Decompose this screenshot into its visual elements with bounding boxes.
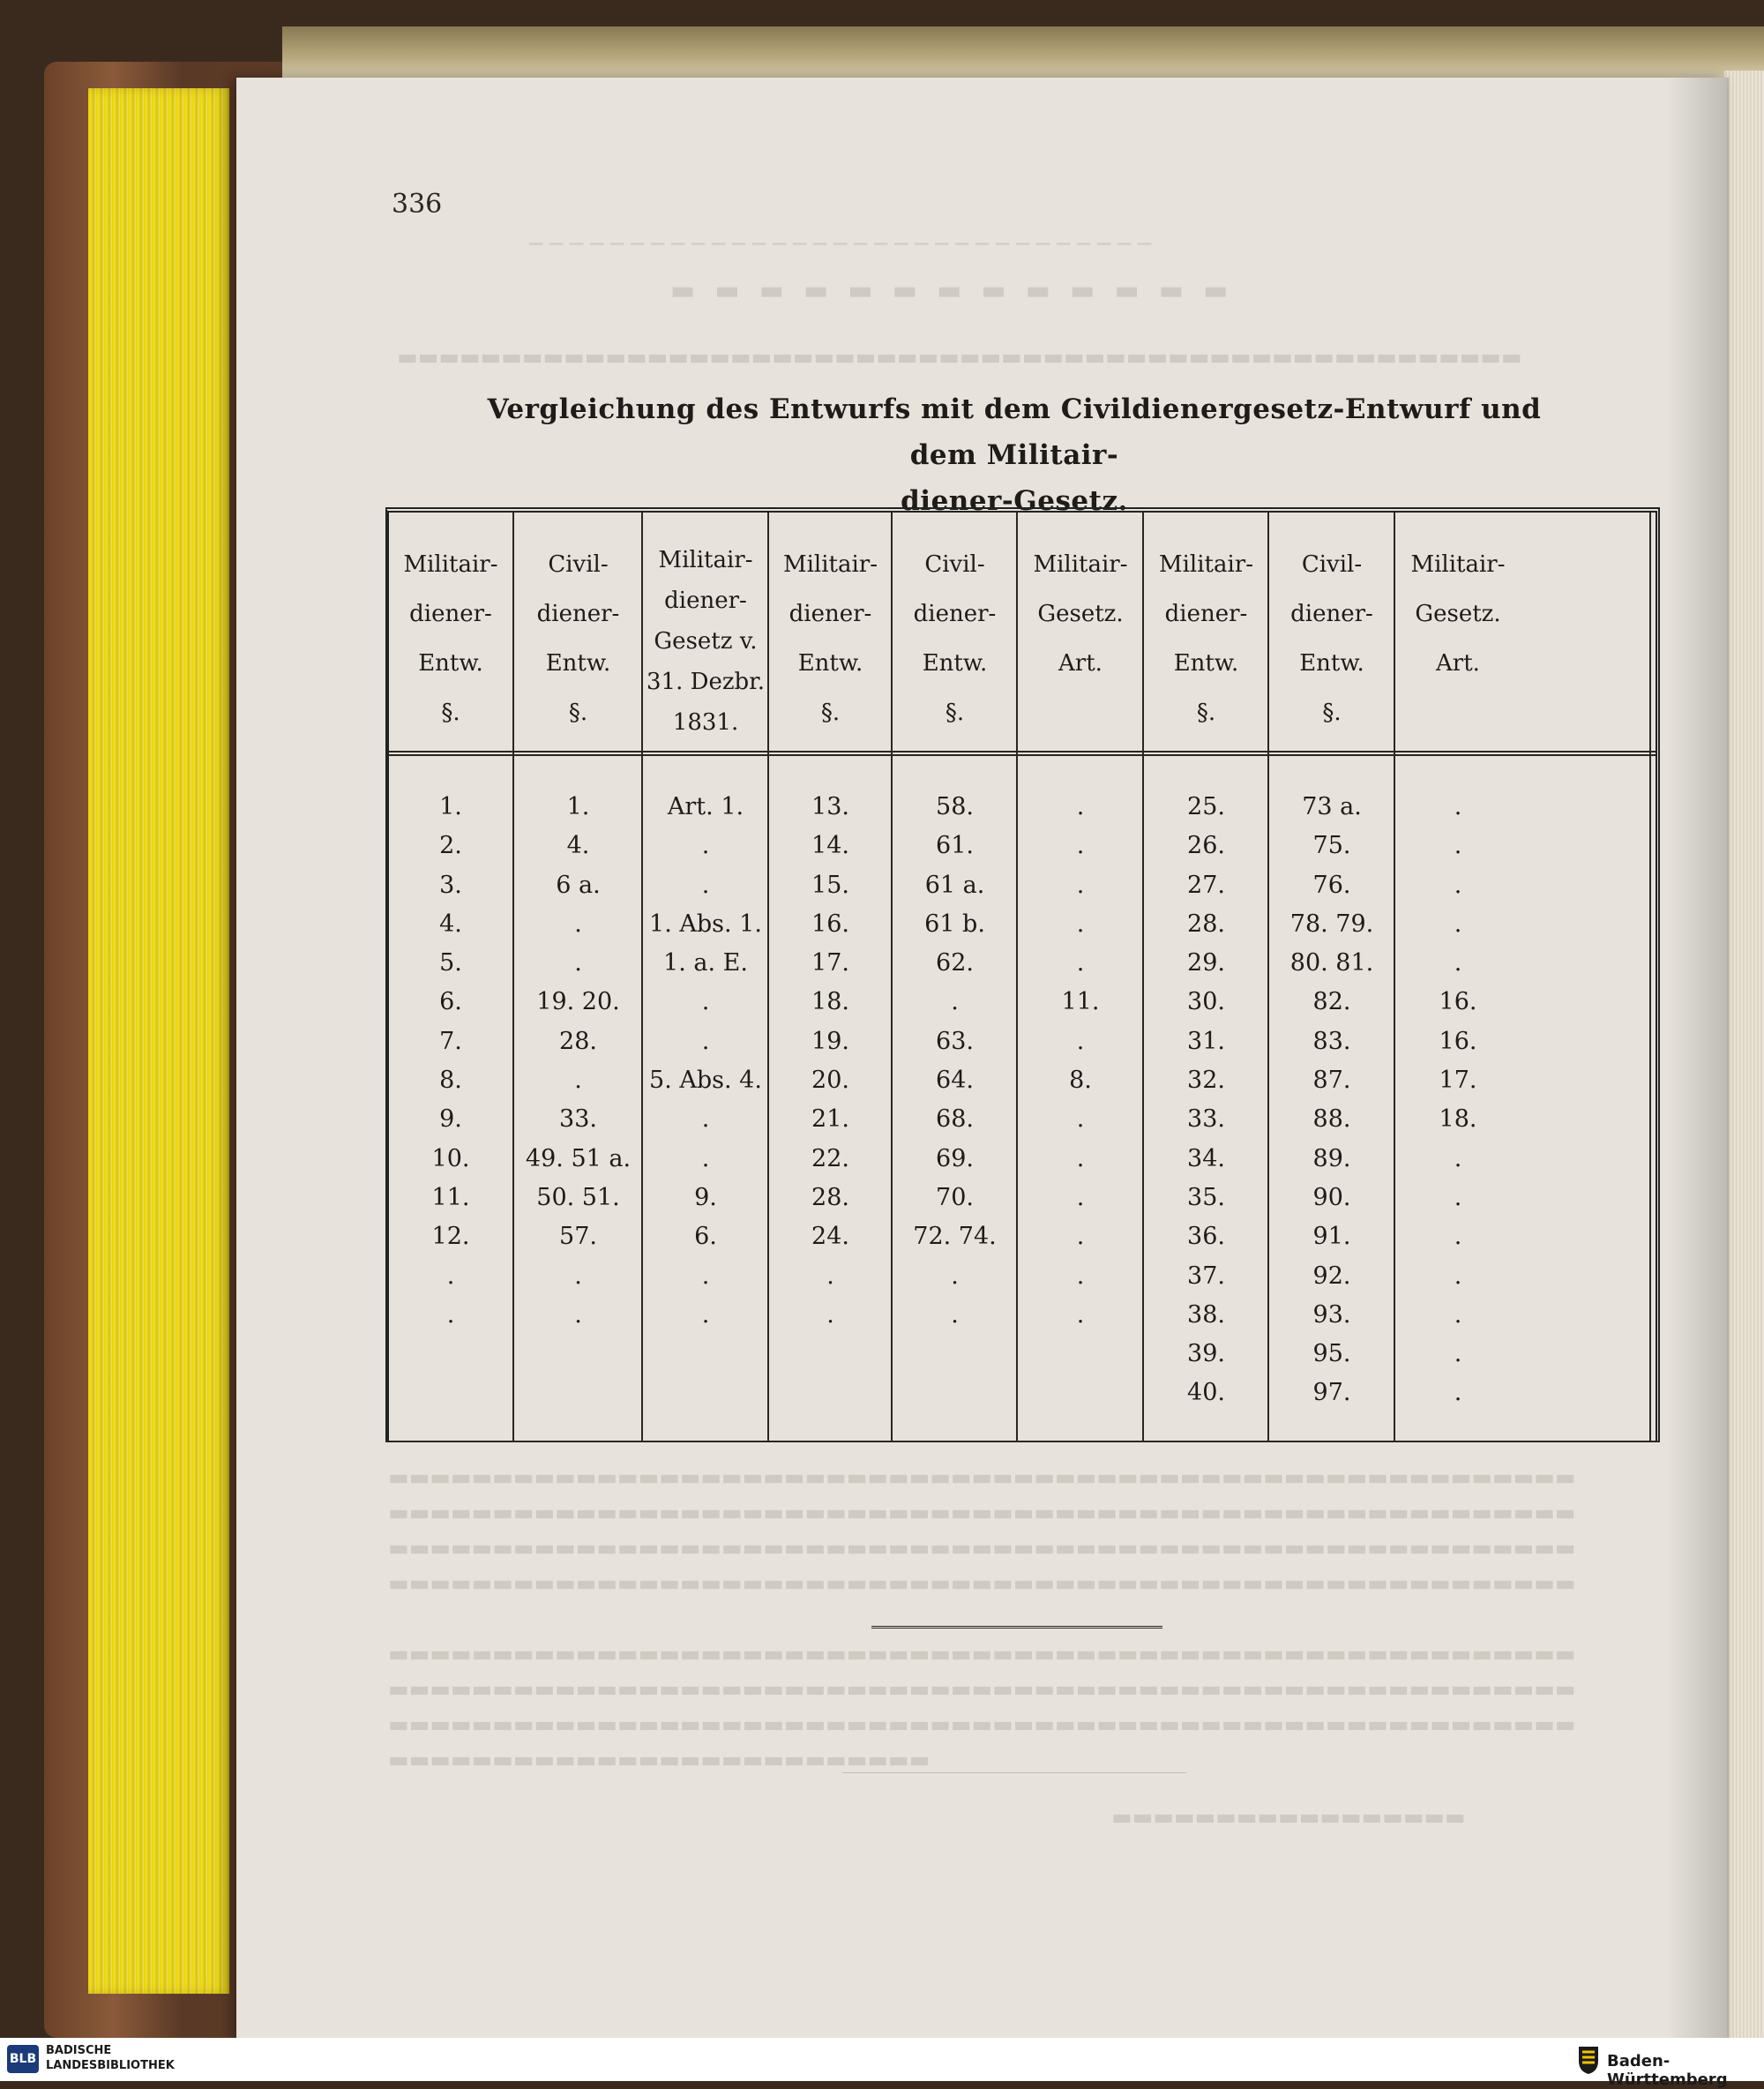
baden-wuerttemberg-crest-icon[interactable] bbox=[1577, 2043, 1600, 2075]
table-cell: 15. bbox=[811, 871, 849, 899]
table-header-rule bbox=[389, 751, 1656, 756]
table-cell: . bbox=[1454, 871, 1462, 899]
header-line: diener- bbox=[1164, 601, 1248, 627]
table-cell: . bbox=[1076, 1300, 1085, 1329]
table-cell: . bbox=[1076, 1262, 1085, 1290]
table-cell: 76. bbox=[1312, 871, 1351, 899]
table-column bbox=[389, 788, 512, 1335]
table-cell: 70. bbox=[936, 1183, 974, 1211]
table-cell: . bbox=[701, 871, 710, 899]
table-cell: 61. bbox=[936, 832, 974, 860]
table-cell: . bbox=[1076, 1183, 1085, 1211]
column-header bbox=[644, 540, 767, 743]
table-cell: 32. bbox=[1187, 1067, 1225, 1095]
table-cell: 87. bbox=[1312, 1067, 1351, 1095]
table-cell: 6. bbox=[694, 1223, 717, 1251]
table-cell: . bbox=[574, 1067, 582, 1095]
table-column bbox=[1145, 788, 1267, 1413]
column-header bbox=[893, 540, 1016, 738]
table-cell: 1. Abs. 1. bbox=[649, 910, 762, 938]
header-line: diener- bbox=[1290, 601, 1373, 627]
table-cell: . bbox=[701, 1300, 710, 1329]
column-rule bbox=[641, 513, 643, 1441]
table-cell: . bbox=[1076, 1105, 1085, 1134]
table-cell: 9. bbox=[439, 1105, 462, 1134]
table-cell: 4. bbox=[439, 910, 462, 938]
table-cell: 92. bbox=[1312, 1262, 1351, 1290]
table-cell: 19. 20. bbox=[536, 988, 620, 1016]
table-cell: . bbox=[1454, 1300, 1462, 1329]
column-header bbox=[389, 540, 512, 738]
table-cell: 34. bbox=[1187, 1144, 1225, 1172]
table-cell: 12. bbox=[431, 1223, 470, 1251]
table-cell: . bbox=[1454, 1223, 1462, 1251]
table-cell: . bbox=[701, 1027, 710, 1055]
table-cell: 63. bbox=[936, 1027, 974, 1055]
header-line: diener- bbox=[913, 601, 997, 627]
table-cell: 61 b. bbox=[924, 910, 985, 938]
column-header bbox=[1145, 540, 1267, 738]
header-line: diener- bbox=[664, 588, 747, 614]
table-cell: 20. bbox=[811, 1067, 849, 1095]
table-cell: 68. bbox=[936, 1105, 974, 1134]
table-cell: . bbox=[574, 910, 582, 938]
table-cell: 82. bbox=[1312, 988, 1351, 1016]
table-cell: 1. a. E. bbox=[663, 949, 748, 977]
table-cell: . bbox=[701, 988, 710, 1016]
footnote-rule bbox=[842, 1772, 1186, 1773]
section-divider bbox=[871, 1626, 1162, 1629]
table-cell: 29. bbox=[1187, 949, 1225, 977]
table-cell: 3. bbox=[439, 871, 462, 899]
header-line: §. bbox=[945, 700, 965, 726]
table-cell: 16. bbox=[811, 910, 849, 938]
table-cell: 37. bbox=[1187, 1262, 1225, 1290]
table-cell: 17. bbox=[811, 949, 849, 977]
table-cell: . bbox=[1454, 1144, 1462, 1172]
table-cell: 75. bbox=[1312, 832, 1351, 860]
header-line: Militair- bbox=[782, 551, 878, 578]
blb-name-line-1: BADISCHE bbox=[46, 2044, 112, 2057]
column-rule bbox=[767, 513, 769, 1441]
table-cell: . bbox=[951, 1300, 959, 1329]
table-cell: . bbox=[574, 1300, 582, 1329]
table-cell: 10. bbox=[431, 1144, 470, 1172]
header-line: Militair- bbox=[658, 547, 753, 573]
table-column bbox=[644, 788, 767, 1335]
header-line: Art. bbox=[1436, 650, 1480, 677]
table-cell: 11. bbox=[431, 1183, 470, 1211]
table-cell: . bbox=[701, 832, 710, 860]
table-cell: 28. bbox=[811, 1183, 849, 1211]
blb-name[interactable] bbox=[46, 2043, 175, 2073]
column-rule bbox=[891, 513, 893, 1441]
table-cell: 1. bbox=[439, 793, 462, 820]
blb-logo-icon[interactable]: BLB bbox=[7, 2045, 39, 2073]
table-cell: 30. bbox=[1187, 988, 1225, 1016]
header-line: 31. Dezbr. bbox=[646, 669, 766, 695]
table-cell: 2. bbox=[439, 832, 462, 860]
table-cell: 6 a. bbox=[556, 871, 601, 899]
column-rule bbox=[1267, 513, 1269, 1441]
header-line: Entw. bbox=[1299, 650, 1364, 677]
table-cell: . bbox=[1076, 871, 1085, 899]
table-cell: . bbox=[1454, 832, 1462, 860]
header-line: Entw. bbox=[545, 650, 611, 677]
column-rule bbox=[1016, 513, 1018, 1441]
table-cell: . bbox=[1076, 1223, 1085, 1251]
table-column bbox=[770, 788, 891, 1335]
table-cell: 57. bbox=[559, 1223, 597, 1251]
header-line: Civil- bbox=[924, 551, 985, 578]
header-line: Gesetz v. bbox=[654, 628, 758, 655]
table-cell: 78. 79. bbox=[1289, 910, 1374, 938]
page-edge-stack bbox=[88, 88, 229, 1994]
table-cell: 31. bbox=[1187, 1027, 1225, 1055]
table-bottom-rule bbox=[385, 1441, 1660, 1442]
table-cell: Art. 1. bbox=[667, 793, 744, 820]
page-gutter-shadow bbox=[1667, 78, 1729, 2045]
table-cell: 80. 81. bbox=[1289, 949, 1374, 977]
table-cell: . bbox=[1454, 1183, 1462, 1211]
table-cell: . bbox=[1454, 949, 1462, 977]
table-title-line-1: Vergleichung des Entwurfs mit dem Civildienergesetz-Entwurf und dem Militair- bbox=[487, 393, 1542, 471]
header-line: Gesetz. bbox=[1037, 601, 1124, 627]
table-title-line-2: diener-Gesetz. bbox=[901, 485, 1128, 517]
header-line: Entw. bbox=[922, 650, 988, 677]
header-line: Entw. bbox=[1173, 650, 1239, 677]
table-cell: . bbox=[1076, 1027, 1085, 1055]
column-rule bbox=[1394, 513, 1395, 1441]
table-cell: . bbox=[1454, 1379, 1462, 1407]
column-header bbox=[770, 540, 891, 738]
table-cell: 17. bbox=[1439, 1067, 1477, 1095]
page-number: 336 bbox=[392, 189, 443, 220]
page-edge-right bbox=[1724, 71, 1764, 2038]
table-column bbox=[1019, 788, 1142, 1335]
table-cell: 89. bbox=[1312, 1144, 1351, 1172]
table-cell: . bbox=[1076, 949, 1085, 977]
table-cell: . bbox=[1076, 793, 1085, 820]
table-column bbox=[515, 788, 641, 1335]
table-cell: 50. 51. bbox=[536, 1183, 620, 1211]
table-cell: . bbox=[574, 1262, 582, 1290]
table-cell: 72. 74. bbox=[913, 1223, 997, 1251]
table-cell: 22. bbox=[811, 1144, 849, 1172]
table-cell: 16. bbox=[1439, 1027, 1477, 1055]
table-cell: 26. bbox=[1187, 832, 1225, 860]
table-cell: 5. bbox=[439, 949, 462, 977]
table-cell: 19. bbox=[811, 1027, 849, 1055]
table-cell: 58. bbox=[936, 793, 974, 820]
table-cell: . bbox=[1454, 793, 1462, 820]
header-line: §. bbox=[441, 700, 460, 726]
table-cell: 28. bbox=[1187, 910, 1225, 938]
table-cell: . bbox=[1076, 1144, 1085, 1172]
table-cell: 5. Abs. 4. bbox=[649, 1067, 762, 1095]
table-cell: 1. bbox=[566, 793, 590, 820]
table-cell: 91. bbox=[1312, 1223, 1351, 1251]
header-line: Gesetz. bbox=[1415, 601, 1501, 627]
table-cell: 18. bbox=[811, 988, 849, 1016]
table-cell: 6. bbox=[439, 988, 462, 1016]
table-cell: . bbox=[701, 1144, 710, 1172]
table-cell: 90. bbox=[1312, 1183, 1351, 1211]
header-line: 1831. bbox=[672, 709, 739, 736]
table-cell: . bbox=[1076, 910, 1085, 938]
table-column bbox=[1270, 788, 1394, 1413]
header-line: §. bbox=[568, 700, 588, 726]
table-cell: 73 a. bbox=[1302, 793, 1362, 820]
table-cell: . bbox=[701, 1262, 710, 1290]
table-cell: 83. bbox=[1312, 1027, 1351, 1055]
table-cell: . bbox=[574, 949, 582, 977]
table-column bbox=[893, 788, 1016, 1335]
table-cell: 95. bbox=[1312, 1340, 1351, 1368]
column-header bbox=[515, 540, 641, 738]
table-cell: . bbox=[826, 1262, 834, 1290]
table-cell: . bbox=[826, 1300, 834, 1329]
header-line: Art. bbox=[1058, 650, 1102, 677]
table-cell: 11. bbox=[1061, 988, 1100, 1016]
table-cell: 36. bbox=[1187, 1223, 1225, 1251]
table-cell: . bbox=[1454, 1262, 1462, 1290]
header-line: Militair- bbox=[403, 551, 498, 578]
table-cell: 25. bbox=[1187, 793, 1225, 820]
header-line: Entw. bbox=[797, 650, 863, 677]
header-line: diener- bbox=[789, 601, 872, 627]
table-cell: 64. bbox=[936, 1067, 974, 1095]
table-cell: 93. bbox=[1312, 1300, 1351, 1329]
table-cell: . bbox=[1076, 832, 1085, 860]
table-cell: 7. bbox=[439, 1027, 462, 1055]
table-cell: 8. bbox=[439, 1067, 462, 1095]
header-line: Entw. bbox=[418, 650, 483, 677]
table-cell: 49. 51 a. bbox=[525, 1144, 632, 1172]
table-cell: 38. bbox=[1187, 1300, 1225, 1329]
table-cell: . bbox=[1454, 910, 1462, 938]
column-rule bbox=[1649, 513, 1651, 1441]
table-cell: 9. bbox=[694, 1183, 717, 1211]
table-cell: 97. bbox=[1312, 1379, 1351, 1407]
table-cell: 39. bbox=[1187, 1340, 1225, 1368]
table-cell: 4. bbox=[566, 832, 590, 860]
header-line: diener- bbox=[409, 601, 492, 627]
table-cell: 14. bbox=[811, 832, 849, 860]
column-header bbox=[1396, 540, 1520, 688]
table-cell: 27. bbox=[1187, 871, 1225, 899]
table-cell: . bbox=[701, 1105, 710, 1134]
column-rule bbox=[1142, 513, 1144, 1441]
blb-name-line-2: LANDESBIBLIOTHEK bbox=[46, 2059, 175, 2072]
table-cell: 88. bbox=[1312, 1105, 1351, 1134]
table-cell: . bbox=[446, 1262, 455, 1290]
book-top-edge bbox=[282, 26, 1764, 79]
baden-wuerttemberg-label[interactable]: Baden-Württemberg bbox=[1607, 2052, 1728, 2089]
header-line: Militair- bbox=[1158, 551, 1254, 578]
table-cell: . bbox=[951, 988, 959, 1016]
viewer-footer-bar bbox=[0, 2038, 1764, 2081]
column-rule bbox=[512, 513, 514, 1441]
header-line: Civil- bbox=[1301, 551, 1363, 578]
table-cell: 40. bbox=[1187, 1379, 1225, 1407]
header-line: Militair- bbox=[1033, 551, 1128, 578]
table-cell: 33. bbox=[559, 1105, 597, 1134]
table-title bbox=[459, 386, 1570, 524]
header-line: Militair- bbox=[1410, 551, 1506, 578]
header-line: Civil- bbox=[548, 551, 609, 578]
header-line: diener- bbox=[536, 601, 620, 627]
table-cell: 18. bbox=[1439, 1105, 1477, 1134]
header-line: §. bbox=[1196, 700, 1216, 726]
header-line: §. bbox=[1322, 700, 1342, 726]
table-cell: 33. bbox=[1187, 1105, 1225, 1134]
table-cell: . bbox=[446, 1300, 455, 1329]
table-cell: 16. bbox=[1439, 988, 1477, 1016]
column-header bbox=[1270, 540, 1394, 738]
table-cell: . bbox=[1454, 1340, 1462, 1368]
table-cell: 13. bbox=[811, 793, 849, 820]
table-cell: 21. bbox=[811, 1105, 849, 1134]
table-cell: 61 a. bbox=[924, 871, 985, 899]
table-column bbox=[1396, 788, 1520, 1413]
table-cell: 24. bbox=[811, 1223, 849, 1251]
table-cell: 35. bbox=[1187, 1183, 1225, 1211]
column-header bbox=[1019, 540, 1142, 688]
table-cell: 28. bbox=[559, 1027, 597, 1055]
table-cell: 62. bbox=[936, 949, 974, 977]
header-line: §. bbox=[820, 700, 841, 726]
table-cell: 69. bbox=[936, 1144, 974, 1172]
table-cell: 8. bbox=[1069, 1067, 1092, 1095]
table-cell: . bbox=[951, 1262, 959, 1290]
